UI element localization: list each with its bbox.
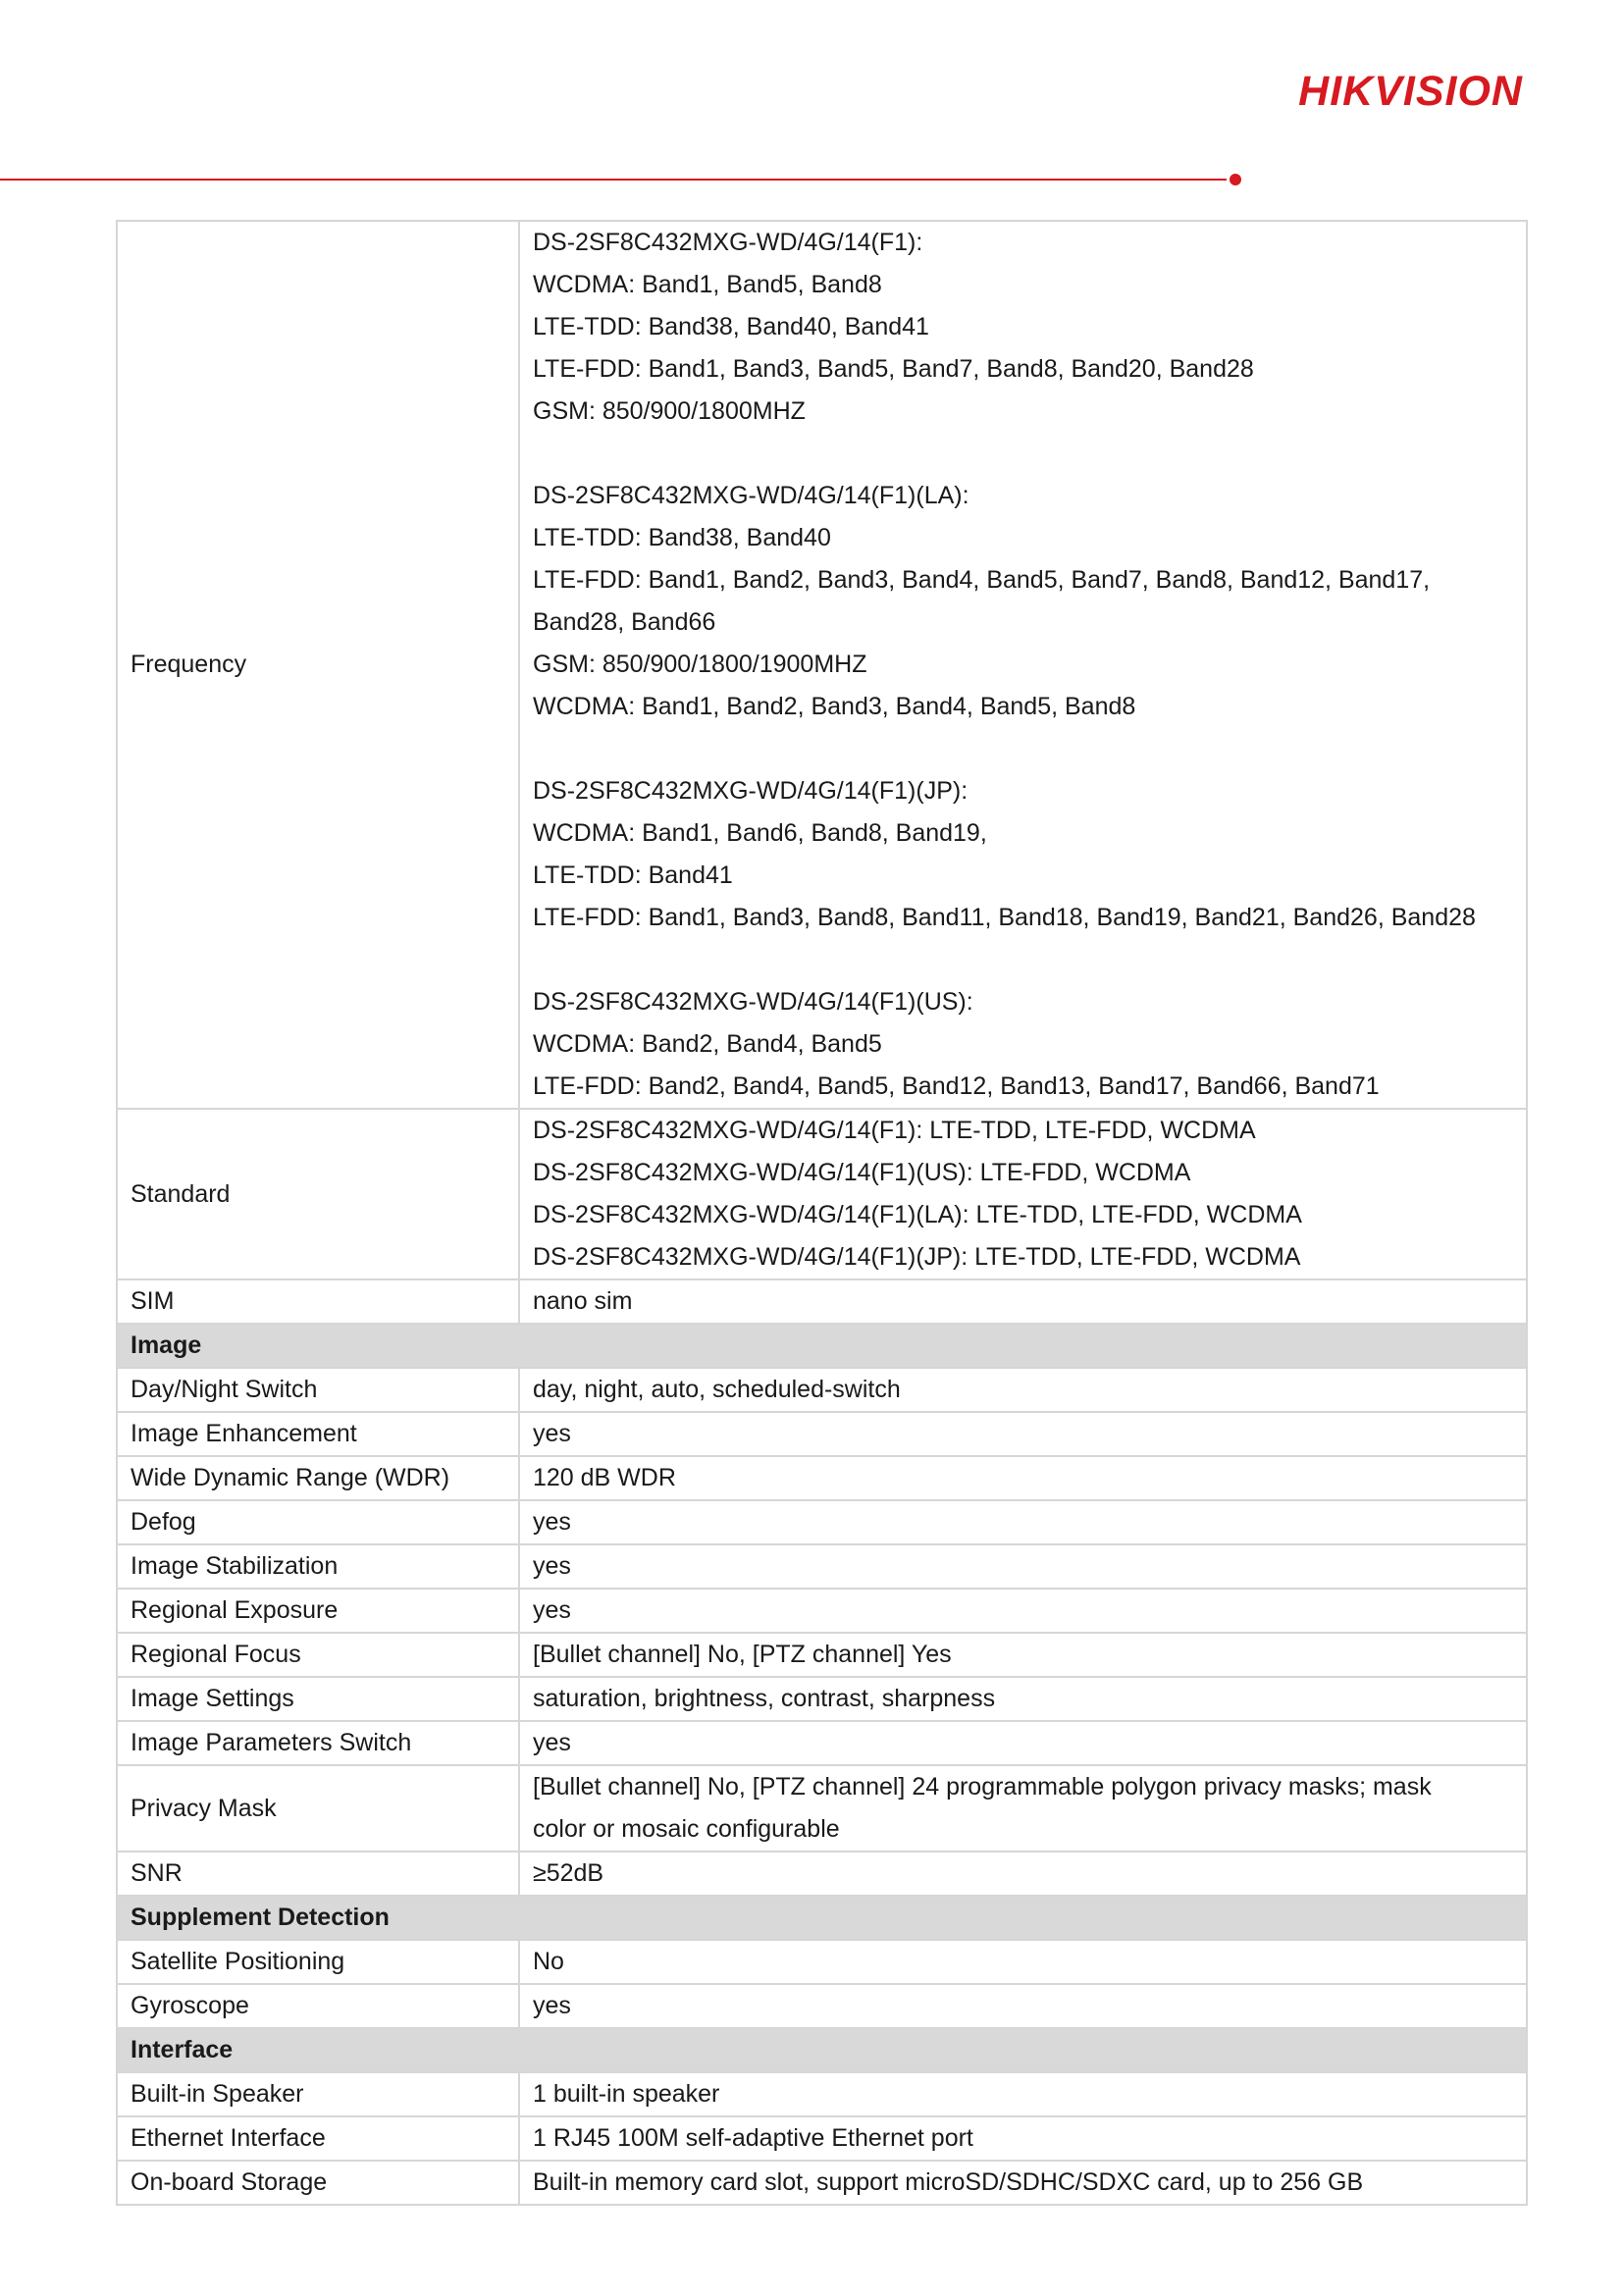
spec-value-line: [Bullet channel] No, [PTZ channel] Yes bbox=[533, 1641, 952, 1668]
logo-text-vision: VISION bbox=[1374, 68, 1523, 115]
spec-value bbox=[519, 2072, 1527, 2116]
spec-value-line: GSM: 850/900/1800/1900MHZ bbox=[533, 651, 867, 678]
spec-value-line: DS-2SF8C432MXG-WD/4G/14(F1)(JP): bbox=[533, 777, 969, 805]
spec-row bbox=[117, 1677, 1527, 1721]
section-title: Image bbox=[117, 1324, 1527, 1368]
spec-value-line: yes bbox=[533, 1420, 571, 1447]
spec-value-line: LTE-FDD: Band1, Band2, Band3, Band4, Band5, Band7, Band8, Band12, Band17, bbox=[533, 566, 1431, 594]
section-header bbox=[117, 2028, 1527, 2072]
spec-value-line: yes bbox=[533, 1508, 571, 1536]
spec-value bbox=[519, 1677, 1527, 1721]
spec-label: Image Settings bbox=[117, 1677, 519, 1721]
spec-value-line: WCDMA: Band1, Band6, Band8, Band19, bbox=[533, 819, 987, 847]
spec-value bbox=[519, 2116, 1527, 2161]
spec-table bbox=[116, 220, 1528, 2206]
spec-value-line: DS-2SF8C432MXG-WD/4G/14(F1): bbox=[533, 229, 923, 256]
spec-value-line: color or mosaic configurable bbox=[533, 1815, 840, 1843]
spec-row bbox=[117, 1589, 1527, 1633]
spec-value-line: No bbox=[533, 1948, 564, 1975]
header-divider-dot bbox=[1230, 174, 1241, 185]
spec-value-line: LTE-FDD: Band1, Band3, Band5, Band7, Band8, Band20, Band28 bbox=[533, 355, 1254, 383]
spec-value-line: LTE-FDD: Band2, Band4, Band5, Band12, Band13, Band17, Band66, Band71 bbox=[533, 1072, 1380, 1100]
spec-row bbox=[117, 1279, 1527, 1324]
spec-value-line: nano sim bbox=[533, 1287, 633, 1315]
spec-value bbox=[519, 1589, 1527, 1633]
spec-value-line: WCDMA: Band1, Band2, Band3, Band4, Band5, Band8 bbox=[533, 693, 1136, 720]
spec-row bbox=[117, 2116, 1527, 2161]
spec-value bbox=[519, 1412, 1527, 1456]
spec-label: Frequency bbox=[117, 221, 519, 1109]
spec-label: Ethernet Interface bbox=[117, 2116, 519, 2161]
spec-value bbox=[519, 221, 1527, 1109]
logo-text-hik: HIK bbox=[1298, 68, 1375, 115]
spec-value-line: 1 RJ45 100M self-adaptive Ethernet port bbox=[533, 2124, 973, 2152]
spec-label: Image Enhancement bbox=[117, 1412, 519, 1456]
spec-value-line: DS-2SF8C432MXG-WD/4G/14(F1)(JP): LTE-TDD, LTE-FDD, WCDMA bbox=[533, 1243, 1301, 1271]
section-title: Supplement Detection bbox=[117, 1896, 1527, 1940]
section-header bbox=[117, 1896, 1527, 1940]
spec-value-line: day, night, auto, scheduled-switch bbox=[533, 1376, 901, 1403]
spec-label: SNR bbox=[117, 1852, 519, 1896]
spec-value-line: DS-2SF8C432MXG-WD/4G/14(F1)(LA): bbox=[533, 482, 969, 509]
spec-value-line: DS-2SF8C432MXG-WD/4G/14(F1): LTE-TDD, LTE-FDD, WCDMA bbox=[533, 1117, 1256, 1144]
spec-value-line: yes bbox=[533, 1552, 571, 1580]
spec-label: Image Stabilization bbox=[117, 1544, 519, 1589]
spec-value bbox=[519, 1500, 1527, 1544]
spec-label: SIM bbox=[117, 1279, 519, 1324]
spec-value bbox=[519, 1279, 1527, 1324]
spec-row bbox=[117, 1544, 1527, 1589]
spec-row bbox=[117, 1852, 1527, 1896]
spec-label: Regional Focus bbox=[117, 1633, 519, 1677]
header-divider bbox=[0, 179, 1227, 181]
spec-value-line: yes bbox=[533, 1992, 571, 2019]
spec-label: Defog bbox=[117, 1500, 519, 1544]
spec-row bbox=[117, 1412, 1527, 1456]
spec-row bbox=[117, 221, 1527, 1109]
spec-label: Built-in Speaker bbox=[117, 2072, 519, 2116]
spec-value-line: WCDMA: Band1, Band5, Band8 bbox=[533, 271, 882, 298]
spec-value-line bbox=[533, 939, 1526, 981]
spec-row bbox=[117, 1456, 1527, 1500]
spec-value-line bbox=[533, 433, 1526, 475]
spec-value-line: Built-in memory card slot, support microSD/SDHC/SDXC card, up to 256 GB bbox=[533, 2168, 1364, 2196]
spec-label: Gyroscope bbox=[117, 1984, 519, 2028]
spec-value-line: LTE-FDD: Band1, Band3, Band8, Band11, Band18, Band19, Band21, Band26, Band28 bbox=[533, 904, 1476, 931]
spec-label: On-board Storage bbox=[117, 2161, 519, 2205]
spec-label: Standard bbox=[117, 1109, 519, 1279]
spec-value bbox=[519, 1368, 1527, 1412]
spec-value-line: DS-2SF8C432MXG-WD/4G/14(F1)(US): bbox=[533, 988, 973, 1016]
spec-value bbox=[519, 2161, 1527, 2205]
spec-value bbox=[519, 1456, 1527, 1500]
spec-label: Image Parameters Switch bbox=[117, 1721, 519, 1765]
spec-label: Satellite Positioning bbox=[117, 1940, 519, 1984]
spec-value-line: DS-2SF8C432MXG-WD/4G/14(F1)(LA): LTE-TDD, LTE-FDD, WCDMA bbox=[533, 1201, 1302, 1228]
spec-value bbox=[519, 1544, 1527, 1589]
spec-row bbox=[117, 1109, 1527, 1279]
spec-row bbox=[117, 1368, 1527, 1412]
spec-row bbox=[117, 1500, 1527, 1544]
section-header bbox=[117, 1324, 1527, 1368]
spec-value-line: LTE-TDD: Band38, Band40 bbox=[533, 524, 831, 551]
spec-value-line: WCDMA: Band2, Band4, Band5 bbox=[533, 1030, 882, 1058]
spec-value-line: ≥52dB bbox=[533, 1859, 604, 1887]
spec-value-line bbox=[533, 728, 1526, 770]
spec-value bbox=[519, 1633, 1527, 1677]
spec-label: Regional Exposure bbox=[117, 1589, 519, 1633]
spec-table-body bbox=[117, 221, 1527, 2205]
spec-row bbox=[117, 1940, 1527, 1984]
spec-value bbox=[519, 1721, 1527, 1765]
hikvision-logo bbox=[1298, 68, 1523, 115]
spec-value-line: 120 dB WDR bbox=[533, 1464, 676, 1491]
spec-value-line: LTE-TDD: Band41 bbox=[533, 861, 733, 889]
spec-value bbox=[519, 1109, 1527, 1279]
spec-row bbox=[117, 2072, 1527, 2116]
spec-value bbox=[519, 1765, 1527, 1852]
spec-row bbox=[117, 1633, 1527, 1677]
spec-value-line: DS-2SF8C432MXG-WD/4G/14(F1)(US): LTE-FDD, WCDMA bbox=[533, 1159, 1191, 1186]
spec-value-line: saturation, brightness, contrast, sharpness bbox=[533, 1685, 996, 1712]
spec-value-line: GSM: 850/900/1800MHZ bbox=[533, 397, 806, 425]
spec-label: Day/Night Switch bbox=[117, 1368, 519, 1412]
spec-label: Wide Dynamic Range (WDR) bbox=[117, 1456, 519, 1500]
spec-value-line: 1 built-in speaker bbox=[533, 2080, 720, 2108]
spec-row bbox=[117, 2161, 1527, 2205]
spec-value-line: yes bbox=[533, 1596, 571, 1624]
section-title: Interface bbox=[117, 2028, 1527, 2072]
spec-value bbox=[519, 1940, 1527, 1984]
spec-row bbox=[117, 1721, 1527, 1765]
spec-row bbox=[117, 1984, 1527, 2028]
spec-label: Privacy Mask bbox=[117, 1765, 519, 1852]
spec-value bbox=[519, 1852, 1527, 1896]
spec-value-line: [Bullet channel] No, [PTZ channel] 24 programmable polygon privacy masks; mask bbox=[533, 1773, 1432, 1800]
spec-value-line: yes bbox=[533, 1729, 571, 1756]
spec-row bbox=[117, 1765, 1527, 1852]
spec-value-line: LTE-TDD: Band38, Band40, Band41 bbox=[533, 313, 929, 340]
spec-value-line: Band28, Band66 bbox=[533, 608, 716, 636]
spec-value bbox=[519, 1984, 1527, 2028]
